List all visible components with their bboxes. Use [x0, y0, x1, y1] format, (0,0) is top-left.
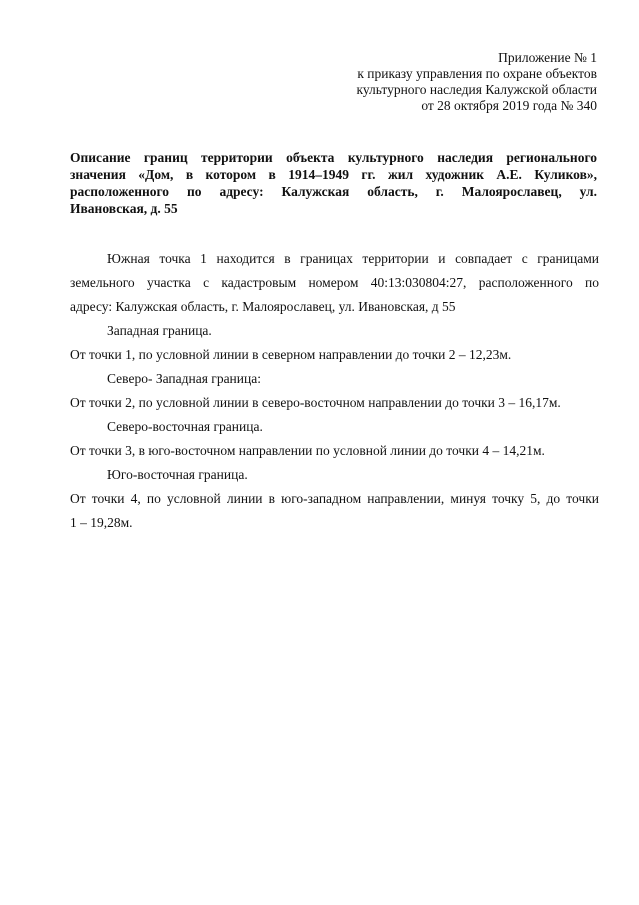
northeast-boundary-text: От точки 3, в юго-восточном направлении по условной линии до точки 4 – 14,21м.: [70, 443, 545, 458]
southeast-boundary-text-1: От точки 4, по условной линии в юго-западном направлении, минуя точку 5, до точки: [70, 491, 599, 506]
west-boundary-text: От точки 1, по условной линии в северном направлении до точки 2 – 12,23м.: [70, 347, 512, 362]
west-boundary-heading: Западная граница.: [107, 323, 212, 338]
document-body: [70, 247, 599, 535]
title-line-4: Ивановская, д. 55: [70, 201, 178, 216]
northwest-boundary-text: От точки 2, по условной линии в северо-восточном направлении до точки 3 – 16,17м.: [70, 395, 561, 410]
appendix-number: Приложение № 1: [498, 50, 597, 65]
appendix-date: от 28 октября 2019 года № 340: [421, 98, 597, 113]
appendix-order-ref: к приказу управления по охране объектов: [357, 66, 597, 81]
title-line-2: значения «Дом, в котором в 1914–1949 гг. жил художник А.Е. Куликов»,: [70, 167, 597, 182]
intro-line-2: земельного участка с кадастровым номером 40:13:030804:27, расположенного по: [70, 275, 599, 290]
title-line-1: Описание границ территории объекта культурного наследия регионального: [70, 150, 597, 165]
intro-line-3: адресу: Калужская область, г. Малоярославец, ул. Ивановская, д 55: [70, 299, 456, 314]
appendix-header: [356, 50, 597, 114]
southeast-boundary-text-2: 1 – 19,28м.: [70, 515, 133, 530]
intro-line-1: Южная точка 1 находится в границах территории и совпадает с границами: [107, 251, 599, 266]
appendix-authority: культурного наследия Калужской области: [356, 82, 597, 97]
document-title: [70, 149, 597, 217]
southeast-boundary-heading: Юго-восточная граница.: [107, 467, 248, 482]
northeast-boundary-heading: Северо-восточная граница.: [107, 419, 263, 434]
title-line-3: расположенного по адресу: Калужская область, г. Малоярославец, ул.: [70, 184, 597, 199]
northwest-boundary-heading: Северо- Западная граница:: [107, 371, 261, 386]
